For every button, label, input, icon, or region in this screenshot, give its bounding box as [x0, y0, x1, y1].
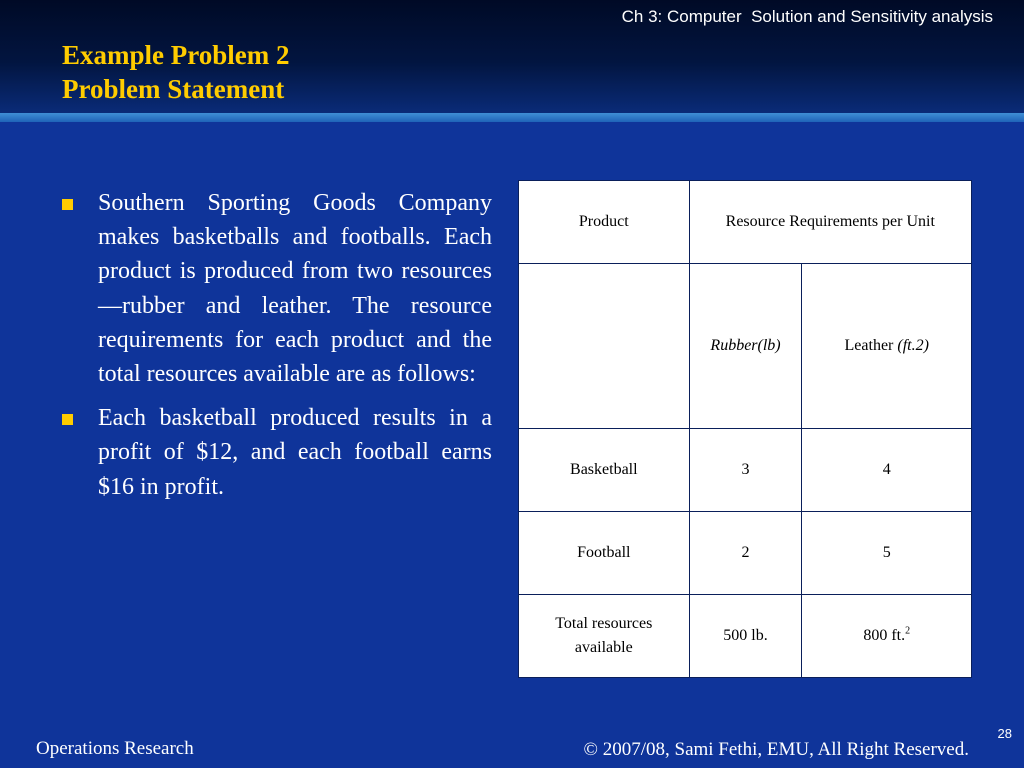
slide-title-line2: Problem Statement: [62, 74, 285, 104]
total-leather-superscript: 2: [905, 625, 911, 637]
table-subheader-row: [519, 264, 972, 429]
row-rubber: 3: [689, 429, 802, 512]
subheader-leather-unit: (ft.2): [897, 337, 929, 354]
subheader-leather-label: Leather: [844, 337, 898, 354]
header-product: Product: [519, 181, 690, 264]
row-label: Football: [519, 512, 690, 595]
table-total-row: [519, 595, 972, 678]
bullet-item: [62, 401, 492, 504]
chapter-title: Ch 3: Computer Solution and Sensitivity analysis: [621, 7, 993, 26]
total-rubber: 500 lb.: [689, 595, 802, 678]
row-rubber: 2: [689, 512, 802, 595]
bullet-list: [62, 186, 492, 514]
footer-copyright: © 2007/08, Sami Fethi, EMU, All Right Reserved.: [583, 739, 969, 760]
table-header-row: [519, 181, 972, 264]
total-leather-value: 800 ft.: [863, 627, 906, 644]
header-resource-requirements: Resource Requirements per Unit: [689, 181, 971, 264]
row-leather: 4: [802, 429, 972, 512]
page-number: 28: [997, 726, 1012, 741]
subheader-empty: [519, 264, 690, 429]
subheader-rubber: Rubber(lb): [689, 264, 802, 429]
slide-title: [62, 38, 289, 106]
bullet-item: [62, 186, 492, 391]
header-divider: [0, 113, 1024, 122]
table-row: [519, 512, 972, 595]
square-bullet-icon: [62, 414, 73, 425]
table-row: [519, 429, 972, 512]
slide-title-line1: Example Problem 2: [62, 40, 290, 70]
square-bullet-icon: [62, 199, 73, 210]
subheader-leather: [802, 264, 972, 429]
total-label: Total resources available: [519, 595, 690, 678]
resource-table: [518, 180, 972, 678]
footer-course: Operations Research: [36, 738, 194, 759]
row-label: Basketball: [519, 429, 690, 512]
total-leather: [802, 595, 972, 678]
bullet-text: Each basketball produced results in a profit of $12, and each football earns $16 in profit.: [98, 405, 492, 500]
row-leather: 5: [802, 512, 972, 595]
bullet-text: Southern Sporting Goods Company makes basketballs and footballs. Each product is produced from two resources—rubber and leather. The resource requirements for each product and the total resources available are as follows:: [98, 190, 492, 388]
